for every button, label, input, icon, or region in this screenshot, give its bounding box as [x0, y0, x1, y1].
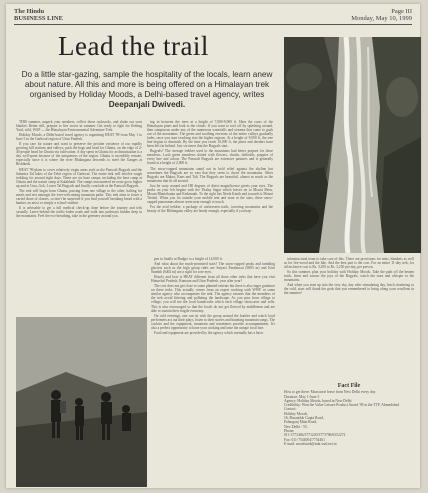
paragraph: ing in between the trees at a height of 7,000-9,000 ft. Hear the roars of the Himalayan pines and look to the clouds. If you want to cool off by splashing around, then sumptuous under any of the numerous waterfalls and streams that come to gush out of the mountains. The green and soothing environs of the entire valleys gradually fades, once you start reaching into the higher regions. At a height of 9,000 ft, the tree line begins to diminish. By the time you reach 10,000 ft, the pines and deodars have been left far behind. Just six times that the Bugyals start.	[147, 120, 273, 149]
paragraph: Bugyals? The average trekker used to the mountains had better prepare for these meadows. Lush green meadows dotted with flowers, shrubs, daffodils, poppies of every hue and colour. The Panwali Bugyals are extensive pastures and is generally found at a height of 2,000 ft.	[147, 149, 273, 166]
paragraph: Holiday Moods, a Delhi-based travel agency is organising HEAT '99 from May 1 to June 5 in the Garhwal region of Uttar Pradesh.	[16, 133, 142, 142]
article-column-4	[284, 257, 414, 385]
paragraph: Food and equipment are provided by the agency which normally has a basic	[154, 330, 264, 335]
fact-line: How to get there: Mussoorie leave from New Delhi every day.	[284, 390, 377, 395]
article-column-1	[16, 120, 142, 316]
paragraph: pen to finally at Budgie to a height of 14,000 ft.	[154, 257, 223, 261]
fact-line: Duration: May 1-June 5	[284, 394, 320, 399]
page-info	[351, 8, 412, 22]
standfirst-text: Do a little star-gazing, sample the hospitality of the locals, learn anew about nature. All this and more is being offered on a Himalayan trek organised by Holiday Moods, a Delhi-based travel agency, writes	[21, 70, 273, 99]
header-rule	[14, 24, 412, 25]
fact-line: Holiday Moods,	[284, 411, 308, 416]
fact-line: Paharganj Main Road,	[284, 420, 318, 425]
fact-line: Phone:	[284, 428, 295, 433]
paragraph: For the avid trekker, a package of unforeseen trails, towering mountains and the beauty of the Bhilangana valley are heady enough, especially if you hap-	[147, 204, 273, 213]
paragraph: On cold evenings, one can sit with the group around the bonfire and watch local performers act out their plays, listen to their stories and haunting mountain songs. The cookies and the equipment, mountain and sometimes provide accompaniment. It's also a perfect opportunity to hone your cooking and taste the unique local fare.	[151, 313, 275, 330]
headline: Lead the trail	[58, 31, 209, 61]
fact-file-box	[284, 384, 414, 446]
issue-date: Monday, May 10, 1999	[351, 15, 412, 22]
paragraph: And what about the much-promised stars? The snow-capped peaks and tumbling glaciers such as the high group rides are Satyasi Panthuwai (6905 m) and Kirti Stambh (6402 m) are a sight for sore eyes.	[151, 262, 275, 275]
paragraph: It is advisable to get a full medical check-up done before the journey and trek casually. Leave behind the traffic-laden roads and walk into pathways hidden deep in the mountains. Feel the eco-breathing, take in the greenery around you.	[16, 205, 142, 219]
newspaper-page	[6, 4, 420, 488]
fact-line: E-mail: moodstrek@nda.vsnl.net.in	[284, 441, 337, 446]
paper-name: The Hindu	[14, 8, 45, 15]
fact-line: 011-3773466/3771220/3773796/6552272	[284, 433, 346, 438]
trekkers-photo	[16, 317, 147, 487]
page-number: Page III	[391, 8, 412, 15]
paragraph: The snow-capped mountains stand out in bold relief against the skyline but sometimes the Bugyals are so vast that they seem to dwarf the mountains. Other Bugyals are Mahra, Kans and Tali. The Bugyals are beautiful, almost as much as the mountains that fit all around.	[147, 166, 273, 183]
masthead	[14, 8, 63, 22]
paragraph: The trek will begin from Ghuttu, passing from one village to the other, halting for meals and rest amongst the ever-welcoming mountain paths. This trek aims to foster a varied share of classes, so don't be surprised if you find yourself breaking bread with a banker, an artist or simply a school-student.	[16, 188, 142, 205]
section-name: BUSINESS LINE	[14, 15, 63, 22]
fact-line: Agency: Holiday Moods, based in New Delhi	[284, 398, 352, 403]
paragraph: Just be wary around and 180 degrees of direct magnificence greets your eyes. The peaks on your left begins with the Thalay Sagar which leaves on to Mount Meru, Mount Bhartekunta and Kedarnath. To the right lies Neela Kanth and towards it Mount Trishul. When you fix outside your mobile tent and stare at the stars, these snow-capped panoramas almost seem near enough to touch.	[147, 183, 273, 204]
paragraph: So this summer, plan your holiday with Holiday Moods. Take the path off the beaten track, learn and savour the joys of the Bugyals, watch the stars and whisper to the mountains.	[284, 270, 414, 283]
paragraph: The cost does not get close to some planned retreats but there is also eager guidance on these treks. This actually comes from an expert working with WWF or some similar agency who accompanies the trek. The agency ensures that the members of the trek avoid littering and polluting the landscape. As you pass from village to village, you will see the local handicrafts which each village showcases and sells. This is also encouraged so that the locals do not get fleeced by middlemen and are able to sustain their fragile economy.	[151, 284, 275, 313]
paragraph: HEAT '99 plans to cover relatively virgin areas such as the Panwali Bugyals and the Sahastra Tal lakes of the Tehri region of Garhwal. The entire trek will involve rough trekking for around eight days. There are six base camps, including the base camp at Ghuttu and the transit camp at Kalakhadi. The camps encountered en route grow higher up and at Gwa, Gok, Lower Tal Bugyals and finally conclude at the Panwali Bugyals.	[16, 167, 142, 188]
fact-line: 16, Basantlok Gupta Road,	[284, 416, 324, 421]
fact-line: New Delhi - 55.	[284, 424, 308, 429]
byline: Deepanjali Dwivedi.	[108, 100, 186, 109]
fact-file-title: Fact File	[337, 383, 361, 389]
paragraph: THIS summer, unpack your sneakers, collect those rucksacks, and shake out your blanket. Better still, prepare to live worse in summer. Get ready to fight for fleeting Yard, wild, WAP — the Himalayan Environmental Adventure Trek.	[16, 120, 142, 133]
paragraph: And when you start up into the very sky, day after stimulating day, leach chattering to the cold, stars will thank the gods that you remembered to bring along your woollens in the summer!	[284, 283, 414, 296]
waterfall-photo	[284, 37, 421, 253]
fact-line: Credibility: Won the Value Leisure Product Award '99 at the TTF, Ahmedabad	[284, 403, 400, 408]
fact-line: Fax: 011-7544004/7754461	[284, 437, 325, 442]
fact-line: Contact:	[284, 407, 297, 412]
article-column-3	[151, 257, 275, 485]
paragraph: infrastructural team to take care of this. There are provisions for tents, blankets as well as for fire-wood and the like. And the best part is the cost. For an entire 11-day trek, for all inclusive cost is Rs. 3,250 to Rs. 3,250 per day, per person.	[284, 257, 414, 270]
paragraph: Hourly and how is HEAT different from all those other treks that have you visit Himachal Pradesh, Kumaon and Uttar Pradesh, year after year?	[151, 275, 275, 284]
paragraph: If you care for nature and want to preserve the pristine existence of our rapidly growing hill stations and valleys, pack the bags and head for Ghuttu, on the edge of 2-40 people head for Ghuttu via cultivation. A day spent in Ghuttu for acclimatisation is a day well-spent because of the uniqueness of the region. Ghuttu is incredibly remote, especially since it is where the river Bhilangana descends to meet the Ganges at Rishikesh.	[16, 142, 142, 167]
standfirst	[16, 70, 278, 110]
